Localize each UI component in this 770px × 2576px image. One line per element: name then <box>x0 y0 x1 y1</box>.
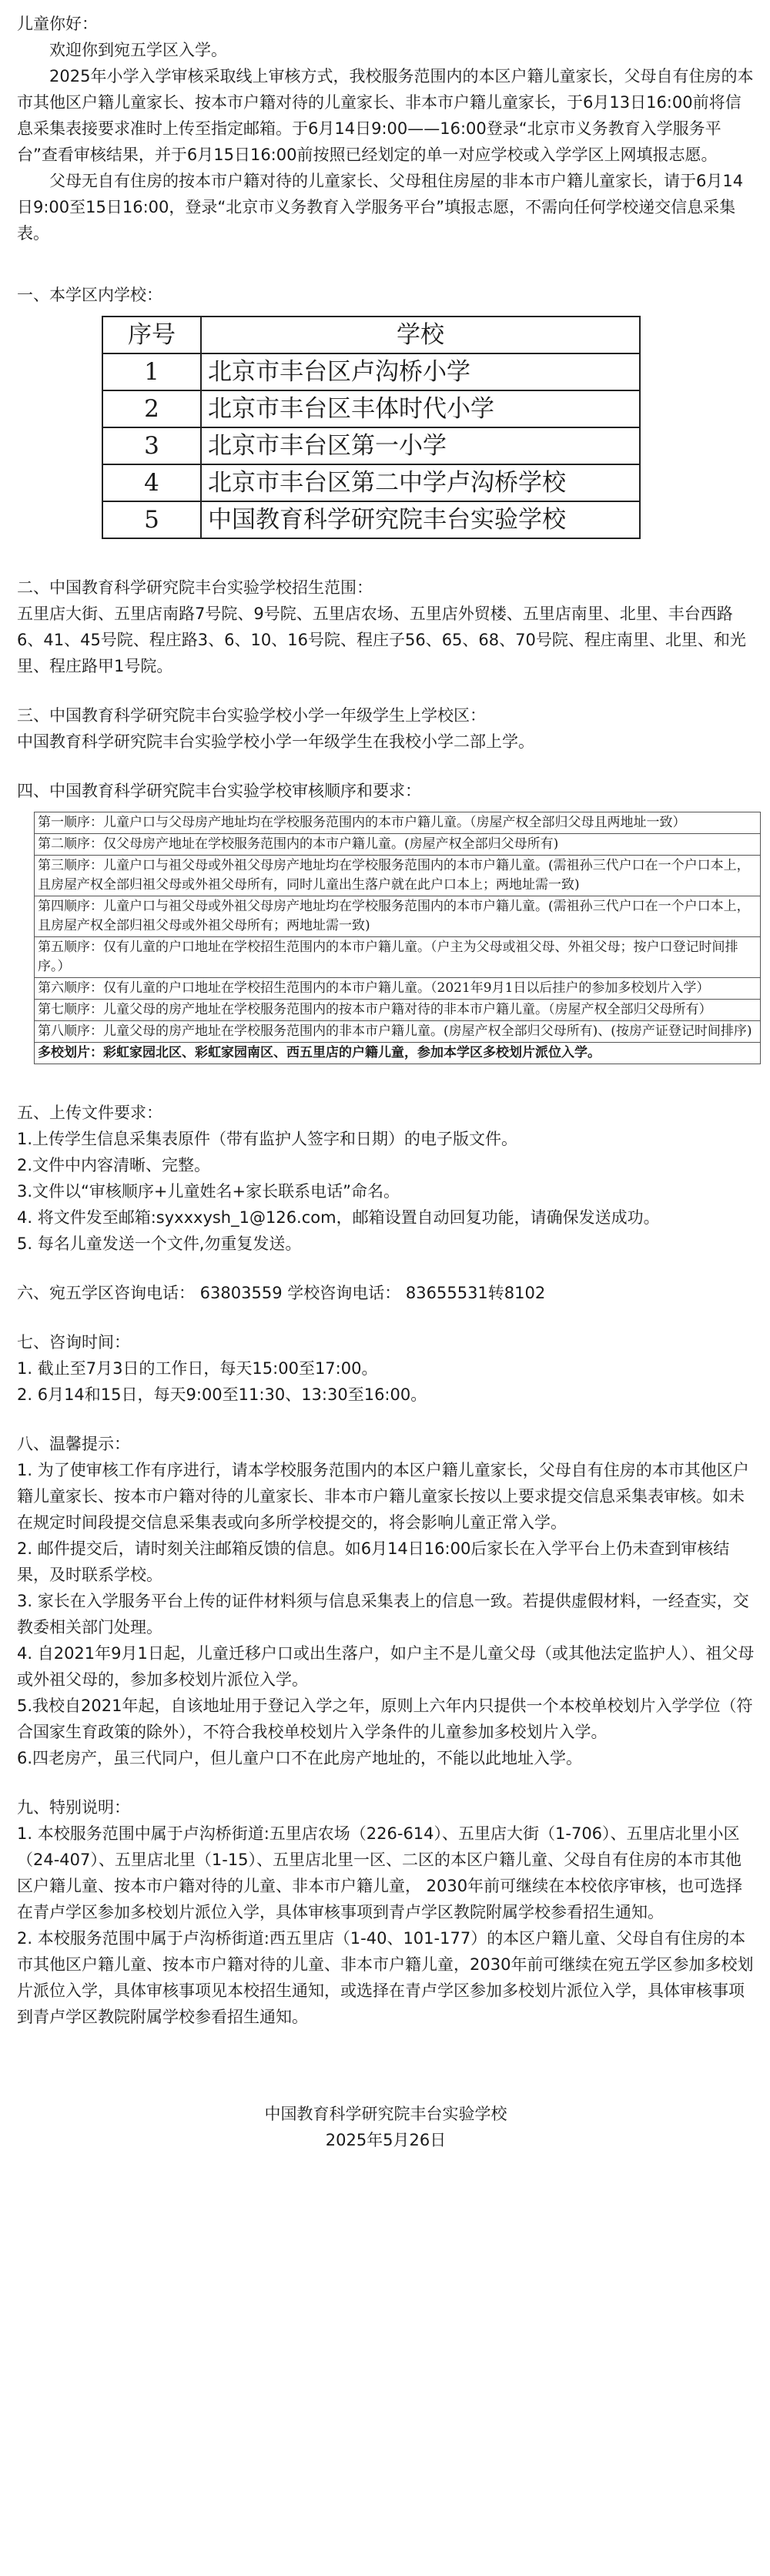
order-item: 第七顺序：儿童父母的房产地址在学校服务范围内的按本市户籍对待的非本市户籍儿童。（房屋产权全部归父母所有） <box>35 1000 761 1021</box>
section-3-body: 中国教育科学研究院丰台实验学校小学一年级学生在我校小学二部上学。 <box>17 732 534 751</box>
list-item: 2.文件中内容清晰、完整。 <box>17 1156 211 1174</box>
table-row <box>35 834 761 856</box>
table-row <box>35 1000 761 1021</box>
header-number: 序号 <box>102 317 201 353</box>
school-number: 1 <box>102 353 201 390</box>
table-row <box>102 464 640 501</box>
multi-school-note: 多校划片：彩虹家园北区、彩虹家园南区、西五里店的户籍儿童，参加本学区多校划片派位入学。 <box>35 1043 761 1064</box>
school-number: 5 <box>102 501 201 538</box>
school-name: 北京市丰台区第二中学卢沟桥学校 <box>201 464 640 501</box>
section-2-body: 五里店大街、五里店南路7号院、9号院、五里店农场、五里店外贸楼、五里店南里、北里、丰台西路6、41、45号院、程庄路3、6、10、16号院、程庄子56、65、68、70号院、程庄南里、北里、和光里、程庄路甲1号院。 <box>17 605 746 675</box>
school-name: 北京市丰台区第一小学 <box>201 427 640 464</box>
order-item: 第三顺序：儿童户口与祖父母或外祖父母房产地址均在学校服务范围内的本市户籍儿童。(需祖孙三代户口在一个户口本上，且房屋产权全部归祖父母或外祖父母所有，同时儿童出生落户就在此户口本上；两地址需一致) <box>35 856 761 896</box>
school-name: 中国教育科学研究院丰台实验学校 <box>201 501 640 538</box>
school-table-header <box>102 317 640 353</box>
section-6-contact-phones: 六、宛五学区咨询电话： 63803559 学校咨询电话： 83655531转8102 <box>17 1284 546 1302</box>
list-item: 3.文件以“审核顺序+儿童姓名+家长联系电话”命名。 <box>17 1182 400 1201</box>
list-item: 5.我校自2021年起，自该地址用于登记入学之年，原则上六年内只提供一个本校单校划片入学学位（符合国家生育政策的除外），不符合我校单校划片入学条件的儿童参加多校划片入学。 <box>17 1697 753 1741</box>
section-1-title: 一、本学区内学校： <box>17 286 162 304</box>
review-order-table <box>34 812 761 1064</box>
signature-organization: 中国教育科学研究院丰台实验学校 <box>264 2105 507 2123</box>
signature-date: 2025年5月26日 <box>325 2131 447 2149</box>
order-item: 第八顺序：儿童父母的房产地址在学校服务范围内的非本市户籍儿童。(房屋产权全部归父母所有)、(按房产证登记时间排序) <box>35 1021 761 1043</box>
list-item: 2. 6月14和15日，每天9:00至11:30、13:30至16:00。 <box>17 1385 427 1404</box>
list-item: 2. 本校服务范围中属于卢沟桥街道:西五里店（1-40、101-177）的本区户籍儿童、父母自有住房的本市其他区户籍儿童、按本市户籍对待的儿童、非本市户籍儿童，2030年前可继续在宛五学区参加多校划片派位入学，具体审核事项见本校招生通知，或选择在青卢学区参加多校划片派位入学，具体审核事项到青卢学区教院附属学校参看招生通知。 <box>17 1929 754 2026</box>
table-row <box>35 1021 761 1043</box>
header-school: 学校 <box>201 317 640 353</box>
section-3-title: 三、中国教育科学研究院丰台实验学校小学一年级学生上学校区： <box>17 706 486 725</box>
school-name: 北京市丰台区卢沟桥小学 <box>201 353 640 390</box>
table-row <box>35 812 761 834</box>
section-5-title: 五、上传文件要求： <box>17 1104 162 1122</box>
list-item: 1.上传学生信息采集表原件（带有监护人签字和日期）的电子版文件。 <box>17 1130 518 1148</box>
table-row <box>35 937 761 978</box>
table-row <box>35 978 761 1000</box>
section-7-title: 七、咨询时间： <box>17 1333 130 1352</box>
table-row <box>35 1043 761 1064</box>
intro-paragraph-2: 父母无自有住房的按本市户籍对待的儿童家长、父母租住房屋的非本市户籍儿童家长，请于6月14日9:00至15日16:00，登录“北京市义务教育入学服务平台”填报志愿，不需向任何学校递交信息采集表。 <box>17 172 744 243</box>
list-item: 1. 本校服务范围中属于卢沟桥街道:五里店农场（226-614）、五里店大街（1-706）、五里店北里小区（24-407）、五里店北里（1-15）、五里店北里一区、二区的本区户籍儿童、父母自有住房的本市其他区户籍儿童、按本市户籍对待的儿童、非本市户籍儿童， 2030年前可继续在本校依序审核，也可选择在青卢学区参加多校划片派位入学，具体审核事项到青卢学区教院附属学校参看招生通知。 <box>17 1824 743 1921</box>
list-item: 5. 每名儿童发送一个文件,勿重复发送。 <box>17 1234 302 1253</box>
list-item: 2. 邮件提交后，请时刻关注邮箱反馈的信息。如6月14日16:00后家长在入学平台上仍未查到审核结果，及时联系学校。 <box>17 1539 730 1584</box>
school-number: 2 <box>102 390 201 427</box>
order-item: 第四顺序：儿童户口与祖父母或外祖父母房产地址均在学校服务范围内的本市户籍儿童。(需祖孙三代户口在一个户口本上，且房屋产权全部归祖父母或外祖父母所有；两地址需一致) <box>35 896 761 937</box>
greeting: 儿童你好： <box>17 15 98 33</box>
table-row <box>102 427 640 464</box>
list-item: 6.四老房产，虽三代同户，但儿童户口不在此房产地址的，不能以此地址入学。 <box>17 1749 583 1767</box>
table-row <box>102 353 640 390</box>
table-row <box>35 896 761 937</box>
school-number: 4 <box>102 464 201 501</box>
welcome-text: 欢迎你到宛五学区入学。 <box>49 41 227 59</box>
school-table <box>102 316 641 539</box>
section-2-title: 二、中国教育科学研究院丰台实验学校招生范围： <box>17 578 373 597</box>
section-9-title: 九、特别说明： <box>17 1798 130 1817</box>
table-row <box>102 501 640 538</box>
section-4-title: 四、中国教育科学研究院丰台实验学校审核顺序和要求： <box>17 782 421 800</box>
list-item: 3. 家长在入学服务平台上传的证件材料须与信息采集表上的信息一致。若提供虚假材料，一经查实，交教委相关部门处理。 <box>17 1592 749 1636</box>
list-item: 4. 自2021年9月1日起，儿童迁移户口或出生落户，如户主不是儿童父母（或其他法定监护人）、祖父母或外祖父母的，参加多校划片派位入学。 <box>17 1644 755 1689</box>
list-item: 1. 为了使审核工作有序进行，请本学校服务范围内的本区户籍儿童家长，父母自有住房的本市其他区户籍儿童家长、按本市户籍对待的儿童家长、非本市户籍儿童家长按以上要求提交信息采集表审核。如未在规定时间段提交信息采集表或向多所学校提交的，将会影响儿童正常入学。 <box>17 1461 749 1532</box>
order-item: 第二顺序：仅父母房产地址在学校服务范围内的本市户籍儿童。(房屋产权全部归父母所有) <box>35 834 761 856</box>
order-item: 第五顺序：仅有儿童的户口地址在学校招生范围内的本市户籍儿童。（户主为父母或祖父母、外祖父母；按户口登记时间排序。） <box>35 937 761 978</box>
order-item: 第一顺序：儿童户口与父母房产地址均在学校服务范围内的本市户籍儿童。（房屋产权全部归父母且两地址一致） <box>35 812 761 834</box>
school-number: 3 <box>102 427 201 464</box>
table-row <box>35 856 761 896</box>
list-item: 1. 截止至7月3日的工作日，每天15:00至17:00。 <box>17 1359 378 1378</box>
table-row <box>102 390 640 427</box>
school-name: 北京市丰台区丰体时代小学 <box>201 390 640 427</box>
intro-paragraph-1: 2025年小学入学审核采取线上审核方式，我校服务范围内的本区户籍儿童家长，父母自有住房的本市其他区户籍儿童家长、按本市户籍对待的儿童家长、非本市户籍儿童家长，于6月13日16:00前将信息采集表接要求准时上传至指定邮箱。于6月14日9:00——16:00登录“北京市义务教育入学服务平台”查看审核结果，并于6月15日16:00前按照已经划定的单一对应学校或入学学区上网填报志愿。 <box>17 67 754 164</box>
order-item: 第六顺序：仅有儿童的户口地址在学校招生范围内的本市户籍儿童。（2021年9月1日以后挂户的参加多校划片入学） <box>35 978 761 1000</box>
section-8-title: 八、温馨提示： <box>17 1435 130 1453</box>
list-item: 4. 将文件发至邮箱:syxxxysh_1@126.com，邮箱设置自动回复功能，请确保发送成功。 <box>17 1208 660 1227</box>
